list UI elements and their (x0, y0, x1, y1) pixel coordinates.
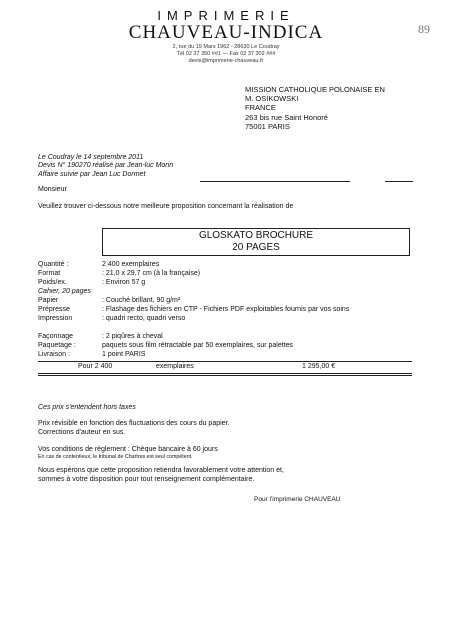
spec-label: Format (38, 270, 61, 277)
intro-text: Veuillez trouver ci-dessous notre meilleure proposition concernant la réalisation de (38, 203, 294, 210)
spec-value: : Environ 57 g (102, 279, 146, 286)
affaire-line: Affaire suivie par Jean Luc Dormet (38, 171, 146, 178)
cahier-value: : Couché brillant, 90 g/m² (102, 297, 181, 304)
recipient-line-3: FRANCE (245, 103, 276, 112)
cahier-value: : Flashage des fichiers en CTP - Fichiers PDF exploitables fournis par vos soins (102, 306, 350, 313)
company-phone: Tél 02 37 350 ##1 — Fax 02 37 302 ### (176, 51, 276, 57)
finish-label: Paquetage : (38, 342, 76, 349)
devis-line: Devis N° 190270 réalisé par Jean-luc Morin (38, 162, 174, 169)
taxes-note: Ces prix s'entendent hors taxes (38, 404, 136, 411)
price-qty: Pour 2 400 (78, 363, 113, 370)
finish-value: 1 point PARIS (102, 351, 146, 358)
revision-note: Prix révisible en fonction des fluctuations des cours du papier. (38, 420, 230, 427)
cahier-label: Papier (38, 297, 59, 304)
recipient-line-1: MISSION CATHOLIQUE POLONAISE EN (245, 85, 385, 94)
cahier-label: Prépresse (38, 306, 70, 313)
cahier-value: : quadri recto, quadri verso (102, 315, 186, 322)
page-number: 89 (418, 22, 430, 36)
finish-label: Façonnage (38, 333, 74, 340)
divider (385, 181, 413, 182)
spec-label: Quantité : (38, 261, 69, 268)
corrections-note: Corrections d'auteur en sus. (38, 429, 126, 436)
recipient-line-4: 263 bis rue Saint Honoré (245, 113, 328, 122)
letterhead-title: IMPRIMERIE (157, 8, 295, 23)
spec-value: : 21,0 x 29,7 cm (à la française) (102, 270, 201, 277)
product-subtitle: 20 PAGES (232, 242, 280, 253)
recipient-line-2: M. OSIKOWSKI (245, 94, 299, 103)
company-email: devis@imprimerie-chauveau.fr (188, 58, 264, 64)
finish-label: Livraison : (38, 351, 70, 358)
product-box (102, 228, 410, 256)
payment-terms: Vos conditions de règlement : Chèque bancaire à 60 jours (38, 446, 218, 453)
cahier-label: Impression (38, 315, 73, 322)
cahier-heading: Cahier, 20 pages (38, 288, 91, 295)
date-line: Le Coudray le 14 septembre 2011 (38, 154, 144, 161)
finish-value: : 2 piqûres à cheval (102, 333, 163, 340)
divider (200, 181, 350, 182)
price-total: 1 295,00 € (302, 363, 336, 370)
signature: Pour l'imprimerie CHAUVEAU (254, 496, 341, 503)
jurisdiction-note: En cas de contentieux, le tribunal de Chartres est seul compétent. (38, 454, 193, 460)
price-unit: exemplaires (156, 363, 194, 370)
spec-label: Poids/ex. (38, 279, 67, 286)
price-row (38, 361, 412, 374)
greeting: Monsieur (38, 186, 67, 193)
company-address: 2, rue du 19 Mars 1962 - 28630 Le Coudray (172, 44, 280, 50)
closing-line-2: sommes à votre disposition pour tout renseignement complémentaire. (38, 476, 255, 483)
spec-value: 2 400 exemplaires (102, 261, 160, 268)
company-name: CHAUVEAU-INDICA (128, 22, 324, 43)
recipient-line-5: 75001 PARIS (245, 122, 290, 131)
product-title: GLOSKATO BROCHURE (198, 230, 314, 241)
closing-line-1: Nous espérons que cette proposition retiendra favorablement votre attention et, (38, 467, 284, 474)
finish-value: paquets sous film rétractable par 50 exemplaires, sur palettes (102, 342, 294, 349)
divider (38, 375, 412, 376)
